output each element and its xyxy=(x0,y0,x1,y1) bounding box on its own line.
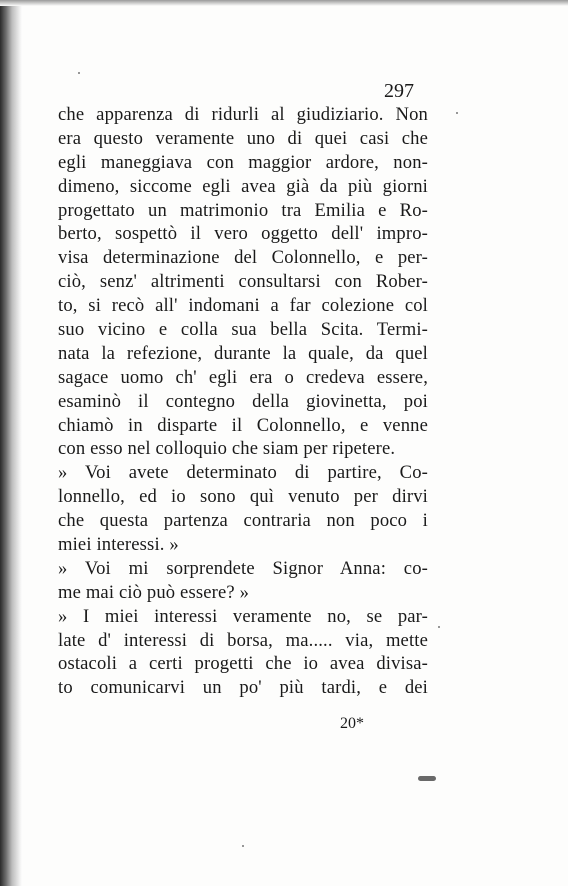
text-line: ciò, senz' altrimenti consultarsi con Rober- xyxy=(58,271,428,293)
paper-speck xyxy=(78,72,80,74)
text-line: » Voi mi sorprendete Signor Anna: co- xyxy=(58,557,428,579)
text-line: me mai ciò può essere? » xyxy=(58,581,250,603)
text-line: era questo veramente uno di quei casi che xyxy=(58,127,428,149)
text-line: miei interessi. » xyxy=(58,534,179,556)
text-line: berto, sospettò il vero oggetto dell' impro- xyxy=(58,223,428,245)
text-line: progettato un matrimonio tra Emilia e Ro- xyxy=(58,199,428,221)
text-line: » I miei interessi veramente no, se par- xyxy=(58,605,428,627)
text-line: late d' interessi di borsa, ma..... via, mette xyxy=(58,629,428,651)
text-line: to, si recò all' indomani a far colezione col xyxy=(58,295,428,317)
text-line: visa determinazione del Colonnello, e per- xyxy=(58,247,428,269)
page-binding-shadow xyxy=(0,0,22,886)
paper-speck xyxy=(438,626,440,628)
text-line: chiamò in disparte il Colonnello, e venne xyxy=(58,414,428,436)
text-line: che questa partenza contraria non poco i xyxy=(58,510,428,532)
text-line: » Voi avete determinato di partire, Co- xyxy=(58,462,428,484)
text-line: lonnello, ed io sono quì venuto per dirvi xyxy=(58,486,428,508)
text-line: che apparenza di ridurli al giudiziario. Non xyxy=(58,104,428,125)
paper-speck xyxy=(456,112,458,114)
page-top-edge xyxy=(0,0,568,6)
ink-smudge xyxy=(418,776,436,781)
body-text xyxy=(58,103,428,700)
text-line: to comunicarvi un po' più tardi, e dei xyxy=(58,677,428,699)
page-number: 297 xyxy=(384,80,414,102)
text-line: con esso nel colloquio che siam per ripetere. xyxy=(58,438,396,460)
text-line: suo vicino e colla sua bella Scita. Termi- xyxy=(58,319,428,341)
paper-speck xyxy=(242,845,244,847)
text-line: egli maneggiava con maggior ardore, non- xyxy=(58,151,428,173)
text-line: sagace uomo ch' egli era o credeva essere, xyxy=(58,366,428,388)
signature-mark: 20* xyxy=(340,715,364,732)
text-line: ostacoli a certi progetti che io avea divisa- xyxy=(58,653,428,675)
text-line: nata la refezione, durante la quale, da quel xyxy=(58,342,428,364)
text-line: esaminò il contegno della giovinetta, poi xyxy=(58,390,428,412)
text-line: dimeno, siccome egli avea già da più giorni xyxy=(58,175,428,197)
